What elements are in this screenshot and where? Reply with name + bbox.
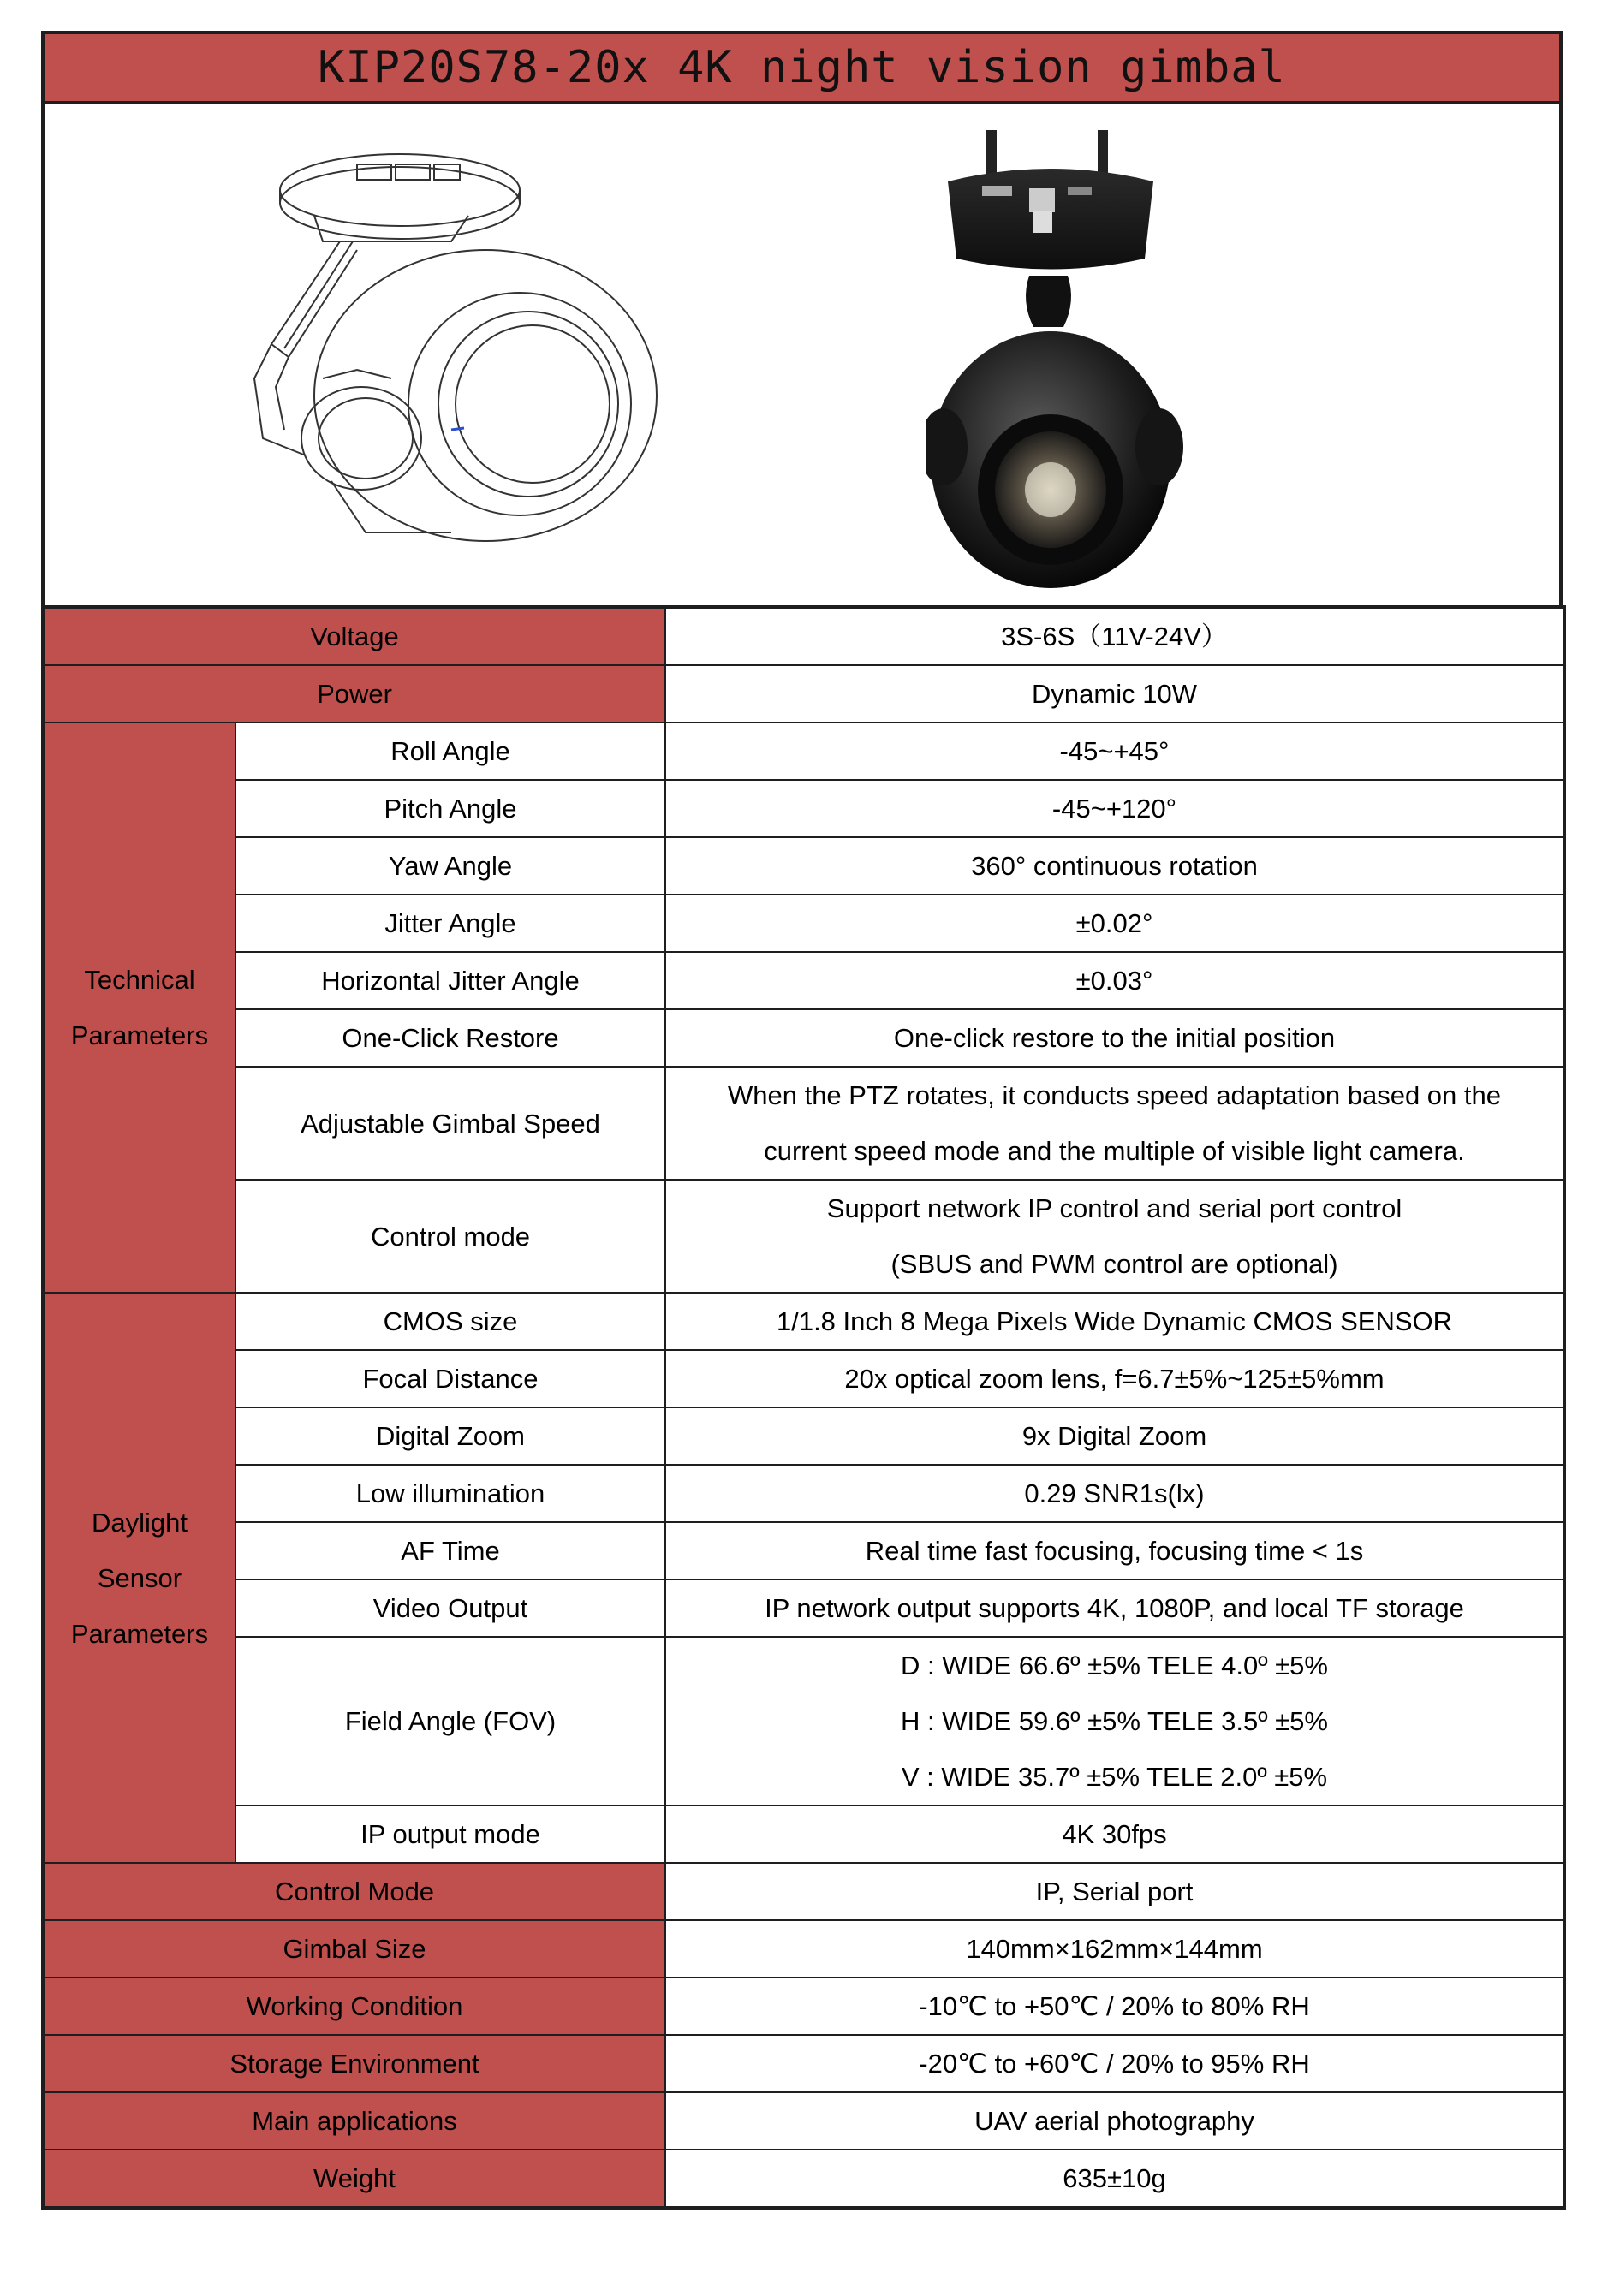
table-row xyxy=(43,607,1564,665)
row-label: Storage Environment xyxy=(43,2035,665,2092)
row-value: D : WIDE 66.6º ±5% TELE 4.0º ±5% H : WIDE 59.6º ±5% TELE 3.5º ±5% V : WIDE 35.7º ±5% TELE 2.0º ±5% xyxy=(665,1637,1564,1805)
row-value: -10℃ to +50℃ / 20% to 80% RH xyxy=(665,1978,1564,2035)
table-row xyxy=(43,1579,1564,1637)
row-label: Control mode xyxy=(235,1180,665,1293)
row-value: 4K 30fps xyxy=(665,1805,1564,1863)
table-row xyxy=(43,1522,1564,1579)
row-label: Horizontal Jitter Angle xyxy=(235,952,665,1009)
row-value: One-click restore to the initial position xyxy=(665,1009,1564,1067)
row-label: Focal Distance xyxy=(235,1350,665,1407)
row-label: Working Condition xyxy=(43,1978,665,2035)
row-label: Jitter Angle xyxy=(235,895,665,952)
table-row xyxy=(43,1465,1564,1522)
table-row xyxy=(43,723,1564,780)
page-title: KIP20S78-20x 4K night vision gimbal xyxy=(318,42,1286,93)
row-label: Adjustable Gimbal Speed xyxy=(235,1067,665,1180)
row-label: Digital Zoom xyxy=(235,1407,665,1465)
row-value: 140mm×162mm×144mm xyxy=(665,1920,1564,1978)
row-label: Roll Angle xyxy=(235,723,665,780)
daylight-group-label: Daylight Sensor Parameters xyxy=(43,1293,235,1863)
table-row xyxy=(43,1293,1564,1350)
row-label: IP output mode xyxy=(235,1805,665,1863)
image-panel xyxy=(41,104,1563,605)
row-value: 0.29 SNR1s(lx) xyxy=(665,1465,1564,1522)
row-value: ±0.03° xyxy=(665,952,1564,1009)
row-label: Gimbal Size xyxy=(43,1920,665,1978)
row-value: IP, Serial port xyxy=(665,1863,1564,1920)
table-row xyxy=(43,2035,1564,2092)
row-value: ±0.02° xyxy=(665,895,1564,952)
row-value: Real time fast focusing, focusing time < 1s xyxy=(665,1522,1564,1579)
gimbal-line-drawing xyxy=(237,122,700,584)
spec-sheet xyxy=(41,31,1563,2210)
table-row xyxy=(43,1180,1564,1293)
table-row xyxy=(43,1637,1564,1805)
table-row xyxy=(43,1407,1564,1465)
row-value: 360° continuous rotation xyxy=(665,837,1564,895)
row-label: AF Time xyxy=(235,1522,665,1579)
row-value: 3S-6S（11V-24V） xyxy=(665,607,1564,665)
title-bar xyxy=(41,31,1563,104)
table-row xyxy=(43,780,1564,837)
row-label: Main applications xyxy=(43,2092,665,2150)
table-row xyxy=(43,2150,1564,2208)
gimbal-product-photo xyxy=(926,130,1183,592)
row-value: When the PTZ rotates, it conducts speed adaptation based on the current speed mode and the multiple of visible light camera. xyxy=(665,1067,1564,1180)
row-label: Low illumination xyxy=(235,1465,665,1522)
table-row xyxy=(43,1978,1564,2035)
table-row xyxy=(43,665,1564,723)
table-row xyxy=(43,837,1564,895)
row-value: -45~+120° xyxy=(665,780,1564,837)
table-row xyxy=(43,1805,1564,1863)
row-label: Video Output xyxy=(235,1579,665,1637)
technical-group-label: Technical Parameters xyxy=(43,723,235,1293)
row-value: 1/1.8 Inch 8 Mega Pixels Wide Dynamic CMOS SENSOR xyxy=(665,1293,1564,1350)
table-row xyxy=(43,1920,1564,1978)
row-value: -45~+45° xyxy=(665,723,1564,780)
table-row xyxy=(43,1009,1564,1067)
row-label: Yaw Angle xyxy=(235,837,665,895)
row-label: Field Angle (FOV) xyxy=(235,1637,665,1805)
table-row xyxy=(43,1067,1564,1180)
table-row xyxy=(43,952,1564,1009)
row-value: UAV aerial photography xyxy=(665,2092,1564,2150)
row-value: -20℃ to +60℃ / 20% to 95% RH xyxy=(665,2035,1564,2092)
row-value: IP network output supports 4K, 1080P, and local TF storage xyxy=(665,1579,1564,1637)
table-row xyxy=(43,2092,1564,2150)
table-row xyxy=(43,1350,1564,1407)
row-value: 9x Digital Zoom xyxy=(665,1407,1564,1465)
row-value: 635±10g xyxy=(665,2150,1564,2208)
row-label: Voltage xyxy=(43,607,665,665)
row-value: Dynamic 10W xyxy=(665,665,1564,723)
table-row xyxy=(43,1863,1564,1920)
row-label: One-Click Restore xyxy=(235,1009,665,1067)
row-value: Support network IP control and serial port control (SBUS and PWM control are optional) xyxy=(665,1180,1564,1293)
table-row xyxy=(43,895,1564,952)
spec-table xyxy=(41,605,1566,2210)
row-label: Control Mode xyxy=(43,1863,665,1920)
row-label: Pitch Angle xyxy=(235,780,665,837)
row-value: 20x optical zoom lens, f=6.7±5%~125±5%mm xyxy=(665,1350,1564,1407)
row-label: Power xyxy=(43,665,665,723)
row-label: CMOS size xyxy=(235,1293,665,1350)
row-label: Weight xyxy=(43,2150,665,2208)
